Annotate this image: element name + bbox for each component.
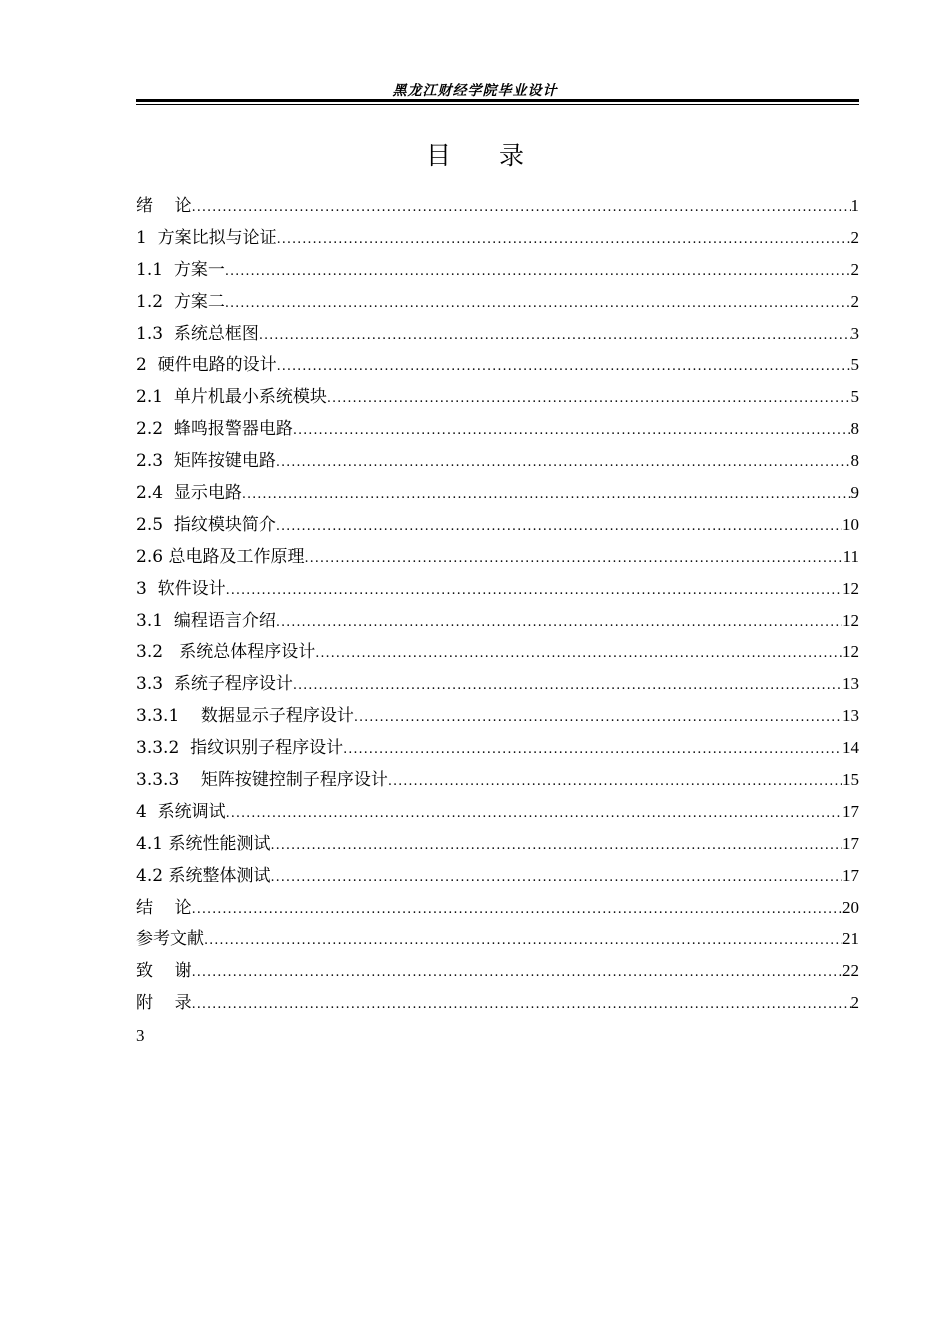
toc-dot-leader xyxy=(354,702,842,734)
toc-dot-leader xyxy=(226,798,842,830)
toc-entry[interactable] xyxy=(136,700,859,732)
toc-entry[interactable] xyxy=(136,477,859,509)
toc-entry-label: 1.3 系统总框图 xyxy=(136,323,259,344)
toc-entry[interactable] xyxy=(136,509,859,541)
table-of-contents xyxy=(136,190,859,1019)
toc-entry[interactable] xyxy=(136,923,859,955)
toc-entry-page-number: 3 xyxy=(850,323,859,343)
toc-entry-page-number: 11 xyxy=(842,546,859,566)
page-title-char-1: 目 xyxy=(425,141,451,170)
toc-dot-leader xyxy=(204,925,842,957)
toc-dot-leader xyxy=(226,575,842,607)
toc-entry-label: 附 录 xyxy=(136,993,192,1014)
toc-entry[interactable] xyxy=(136,254,859,286)
toc-entry[interactable] xyxy=(136,987,859,1019)
toc-entry-label: 4.2 系统整体测试 xyxy=(136,865,271,886)
toc-entry-page-number: 2 xyxy=(850,259,859,279)
toc-entry-page-number: 12 xyxy=(842,642,859,662)
toc-entry-page-number: 13 xyxy=(842,706,859,726)
toc-entry-page-number: 8 xyxy=(850,419,859,439)
toc-dot-leader xyxy=(276,607,842,639)
toc-entry-page-number: 14 xyxy=(842,738,859,758)
toc-entry-label: 2.1 单片机最小系统模块 xyxy=(136,387,327,408)
toc-entry[interactable] xyxy=(136,286,859,318)
toc-entry[interactable] xyxy=(136,955,859,987)
toc-entry-page-number: 1 xyxy=(850,196,859,215)
toc-dot-leader xyxy=(259,320,851,352)
toc-entry-page-number: 20 xyxy=(842,897,859,917)
toc-entry-page-number: 15 xyxy=(842,770,859,790)
toc-entry-label: 2 硬件电路的设计 xyxy=(136,355,277,376)
toc-entry-label: 1.1 方案一 xyxy=(136,259,225,280)
page-title-char-2: 录 xyxy=(499,141,525,170)
toc-entry[interactable] xyxy=(136,541,859,573)
toc-overflow-page-number: 3 xyxy=(136,1026,145,1045)
toc-entry-label: 2.2 蜂鸣报警器电路 xyxy=(136,419,293,440)
toc-entry[interactable] xyxy=(136,860,859,892)
toc-dot-leader xyxy=(304,543,842,575)
toc-entry[interactable] xyxy=(136,222,859,254)
toc-entry-label: 2.5 指纹模块简介 xyxy=(136,514,276,535)
toc-dot-leader xyxy=(192,192,851,224)
toc-dot-leader xyxy=(276,447,851,479)
toc-entry-label: 3.2 系统总体程序设计 xyxy=(136,642,316,663)
toc-entry-label: 1.2 方案二 xyxy=(136,291,225,312)
toc-dot-leader xyxy=(327,383,851,415)
toc-dot-leader xyxy=(388,766,842,798)
toc-entry[interactable] xyxy=(136,381,859,413)
toc-entry-label: 致 谢 xyxy=(136,961,192,982)
toc-entry-page-number: 17 xyxy=(842,833,859,853)
toc-entry-page-number: 5 xyxy=(850,387,859,407)
header-rule-thin xyxy=(136,104,859,105)
toc-dot-leader xyxy=(225,256,851,288)
toc-entry-page-number: 2 xyxy=(850,291,859,311)
toc-entry-page-number: 12 xyxy=(842,610,859,630)
toc-entry-label: 3.3 系统子程序设计 xyxy=(136,674,293,695)
toc-dot-leader xyxy=(276,511,842,543)
toc-entry[interactable] xyxy=(136,190,859,222)
toc-entry-label: 3.3.2 指纹识别子程序设计 xyxy=(136,738,344,759)
running-header: 黑龙江财经学院毕业设计 xyxy=(392,83,558,99)
toc-dot-leader xyxy=(293,670,842,702)
header-rule-thick xyxy=(136,99,859,102)
toc-dot-leader xyxy=(277,224,851,256)
toc-dot-leader xyxy=(343,734,842,766)
toc-entry-label: 参考文献 xyxy=(136,929,204,950)
toc-dot-leader xyxy=(270,862,842,894)
toc-entry-label: 3.1 编程语言介绍 xyxy=(136,610,276,631)
toc-entry-page-number: 17 xyxy=(842,801,859,821)
toc-entry-label: 绪 论 xyxy=(136,196,192,216)
toc-entry-label: 2.6 总电路及工作原理 xyxy=(136,546,305,567)
toc-dot-leader xyxy=(192,894,842,926)
toc-entry-label: 2.4 显示电路 xyxy=(136,483,242,504)
toc-dot-leader xyxy=(192,957,842,989)
toc-entry-label: 3 软件设计 xyxy=(136,578,226,599)
toc-entry-page-number: 12 xyxy=(842,578,859,598)
toc-entry-label: 结 论 xyxy=(136,897,192,918)
toc-dot-leader xyxy=(293,415,851,447)
toc-entry[interactable] xyxy=(136,732,859,764)
toc-entry-page-number: 9 xyxy=(850,483,859,503)
toc-entry-page-number: 21 xyxy=(842,929,859,949)
toc-entry-page-number: 8 xyxy=(850,451,859,471)
toc-entry[interactable] xyxy=(136,764,859,796)
toc-entry[interactable] xyxy=(136,828,859,860)
toc-entry[interactable] xyxy=(136,413,859,445)
toc-entry[interactable] xyxy=(136,605,859,637)
toc-entry[interactable] xyxy=(136,668,859,700)
toc-entry-page-number: 13 xyxy=(842,674,859,694)
toc-entry[interactable] xyxy=(136,636,859,668)
toc-entry-label: 1 方案比拟与论证 xyxy=(136,227,277,248)
toc-dot-leader xyxy=(192,989,851,1021)
toc-dot-leader xyxy=(225,288,851,320)
toc-entry-page-number: 17 xyxy=(842,865,859,885)
toc-entry[interactable] xyxy=(136,445,859,477)
toc-entry[interactable] xyxy=(136,796,859,828)
toc-entry[interactable] xyxy=(136,892,859,924)
toc-dot-leader xyxy=(270,830,842,862)
toc-entry-label: 4.1 系统性能测试 xyxy=(136,833,271,854)
toc-entry-page-number: 2 xyxy=(850,227,859,247)
toc-dot-leader xyxy=(277,351,851,383)
toc-dot-leader xyxy=(315,638,842,670)
toc-entry[interactable] xyxy=(136,318,859,350)
toc-entry-page-number: 10 xyxy=(842,514,859,534)
toc-entry-page-number: 22 xyxy=(842,961,859,981)
page-title xyxy=(0,136,950,172)
toc-entry-label: 3.3.1 数据显示子程序设计 xyxy=(136,706,354,727)
toc-entry-page-number: 5 xyxy=(850,355,859,375)
toc-entry-label: 3.3.3 矩阵按键控制子程序设计 xyxy=(136,770,388,791)
toc-entry-page-number: 2 xyxy=(850,993,859,1013)
toc-entry[interactable] xyxy=(136,573,859,605)
toc-entry[interactable] xyxy=(136,349,859,381)
toc-entry-label: 4 系统调试 xyxy=(136,801,226,822)
toc-entry-label: 2.3 矩阵按键电路 xyxy=(136,451,276,472)
toc-dot-leader xyxy=(242,479,851,511)
